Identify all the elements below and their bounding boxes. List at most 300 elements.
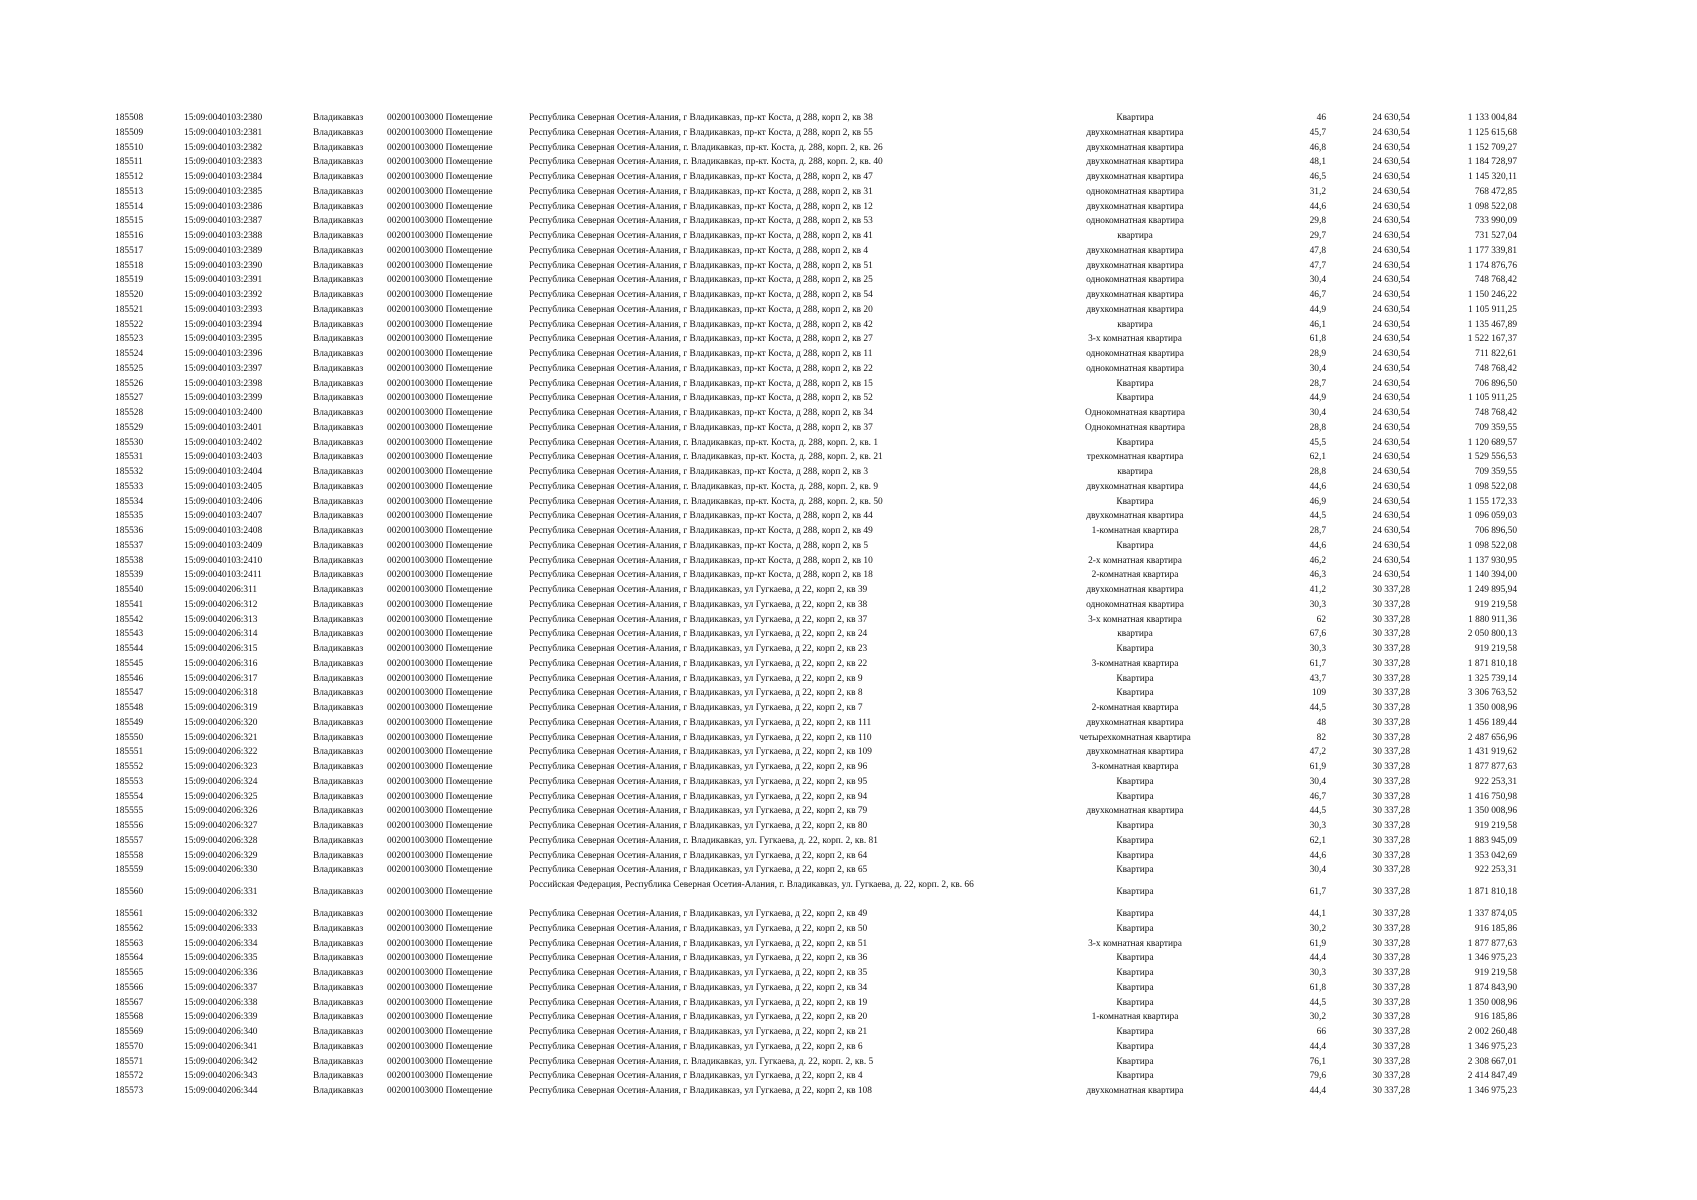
city: Владикавказ — [313, 260, 364, 271]
cadastral-cost: 1 350 008,96 — [1467, 703, 1517, 713]
record-number: 185555 — [115, 806, 144, 817]
specific-cost: 30 337,28 — [1372, 923, 1410, 934]
premises-type: однокомнатная квартира — [1086, 599, 1184, 610]
cadastral-cost: 919 219,58 — [1474, 821, 1517, 831]
cadastral-cost: 1 184 728,97 — [1467, 157, 1517, 168]
object-kind: 002001003000 Помещение — [387, 496, 493, 507]
cadastral-number: 15:09:0040206:337 — [184, 982, 258, 993]
premises-type: однокомнатная квартира — [1086, 186, 1184, 197]
address: Республика Северная Осетия-Алания, г Владикавказ, пр-кт Коста, д 288, корп 2, кв 49 — [529, 526, 873, 536]
cadastral-cost: 733 990,09 — [1474, 216, 1517, 227]
object-kind: 002001003000 Помещение — [387, 290, 493, 300]
cadastral-number: 15:09:0040206:311 — [184, 585, 258, 595]
record-number: 185508 — [115, 113, 144, 123]
cadastral-cost: 711 822,61 — [1475, 349, 1517, 359]
cadastral-cost: 1 456 189,44 — [1467, 717, 1517, 728]
premises-type: Квартира — [1116, 923, 1154, 934]
specific-cost: 24 630,54 — [1372, 334, 1410, 345]
record-number: 185517 — [115, 245, 144, 256]
address: Республика Северная Осетия-Алания, г Владикавказ, пр-кт Коста, д 288, корп 2, кв 52 — [529, 393, 873, 404]
address: Республика Северная Осетия-Алания, г Владикавказ, ул Гугкаева, д 22, корп 2, кв 9 — [529, 673, 863, 684]
premises-type: трехкомнатная квартира — [1086, 452, 1184, 463]
record-number: 185541 — [115, 599, 144, 610]
area: 47,7 — [1309, 260, 1326, 271]
table-row — [0, 362, 1697, 377]
city: Владикавказ — [313, 717, 364, 728]
premises-type: двухкомнатная квартира — [1086, 717, 1184, 728]
cadastral-cost: 748 768,42 — [1474, 363, 1517, 374]
cadastral-cost: 1 350 008,96 — [1467, 806, 1517, 817]
record-number: 185562 — [115, 923, 144, 934]
specific-cost: 30 337,28 — [1372, 850, 1410, 861]
table-row — [0, 539, 1697, 554]
record-number: 185525 — [115, 363, 144, 374]
cadastral-number: 15:09:0040206:339 — [184, 1012, 258, 1023]
object-kind: 002001003000 Помещение — [387, 304, 493, 315]
area: 30,4 — [1309, 865, 1326, 876]
city: Владикавказ — [313, 673, 364, 684]
premises-type: Квартира — [1116, 821, 1154, 831]
cadastral-number: 15:09:0040103:2396 — [184, 349, 263, 359]
cadastral-number: 15:09:0040206:344 — [184, 1086, 258, 1096]
object-kind: 002001003000 Помещение — [387, 526, 493, 536]
address: Республика Северная Осетия-Алания, г Владикавказ, пр-кт Коста, д 288, корп 2, кв 55 — [529, 127, 873, 138]
area: 67,6 — [1309, 629, 1326, 640]
table-row — [0, 495, 1697, 510]
cadastral-number: 15:09:0040103:2382 — [184, 142, 263, 153]
address: Республика Северная Осетия-Алания, г Владикавказ, пр-кт Коста, д 288, корп 2, кв 38 — [529, 113, 873, 123]
object-kind: 002001003000 Помещение — [387, 319, 493, 330]
premises-type: Квартира — [1116, 644, 1154, 654]
record-number: 185557 — [115, 835, 144, 846]
premises-type: двухкомнатная квартира — [1086, 806, 1184, 817]
object-kind: 002001003000 Помещение — [387, 887, 493, 897]
table-row — [0, 981, 1697, 996]
city: Владикавказ — [313, 614, 364, 625]
specific-cost: 24 630,54 — [1372, 260, 1410, 271]
premises-type: Квартира — [1116, 791, 1154, 802]
city: Владикавказ — [313, 245, 364, 256]
cadastral-cost: 1 249 895,94 — [1467, 585, 1517, 595]
record-number: 185567 — [115, 997, 144, 1008]
premises-type: двухкомнатная квартира — [1086, 172, 1184, 182]
address: Республика Северная Осетия-Алания, г. Владикавказ, пр-кт. Коста, д. 288, корп. 2, кв. 21 — [529, 452, 883, 463]
area: 31,2 — [1309, 186, 1326, 197]
table-row — [0, 672, 1697, 687]
table-row — [0, 1040, 1697, 1055]
cadastral-cost: 731 527,04 — [1474, 231, 1517, 241]
address: Республика Северная Осетия-Алания, г Владикавказ, ул Гугкаева, д 22, корп 2, кв 21 — [529, 1027, 868, 1037]
address: Республика Северная Осетия-Алания, г Владикавказ, ул Гугкаева, д 22, корп 2, кв 6 — [529, 1041, 863, 1052]
cadastral-number: 15:09:0040206:329 — [184, 850, 258, 861]
specific-cost: 30 337,28 — [1372, 1086, 1410, 1096]
object-kind: 002001003000 Помещение — [387, 186, 493, 197]
object-kind: 002001003000 Помещение — [387, 938, 493, 949]
specific-cost: 24 630,54 — [1372, 319, 1410, 330]
city: Владикавказ — [313, 172, 364, 182]
record-number: 185543 — [115, 629, 144, 640]
premises-type: двухкомнатная квартира — [1086, 1086, 1184, 1096]
premises-type: двухкомнатная квартира — [1086, 142, 1184, 153]
cadastral-cost: 1 880 911,36 — [1468, 614, 1517, 625]
area: 29,8 — [1309, 216, 1326, 227]
cadastral-number: 15:09:0040206:338 — [184, 997, 258, 1008]
premises-type: Однокомнатная квартира — [1084, 408, 1186, 418]
area: 44,4 — [1309, 1086, 1326, 1096]
premises-type: двухкомнатная квартира — [1086, 245, 1184, 256]
table-row — [0, 421, 1697, 436]
object-kind: 002001003000 Помещение — [387, 393, 493, 404]
specific-cost: 30 337,28 — [1372, 938, 1410, 949]
address: Республика Северная Осетия-Алания, г Владикавказ, пр-кт Коста, д 288, корп 2, кв 18 — [529, 570, 873, 581]
premises-type: 2-комнатная квартира — [1091, 570, 1179, 581]
cadastral-number: 15:09:0040103:2407 — [184, 511, 263, 522]
cadastral-number: 15:09:0040103:2389 — [184, 245, 263, 256]
premises-type: Квартира — [1116, 968, 1154, 978]
area: 46,9 — [1309, 496, 1326, 507]
address: Республика Северная Осетия-Алания, г Владикавказ, пр-кт Коста, д 288, корп 2, кв 11 — [529, 349, 873, 359]
cadastral-number: 15:09:0040103:2387 — [184, 216, 263, 227]
specific-cost: 24 630,54 — [1372, 201, 1410, 212]
area: 61,7 — [1309, 887, 1326, 897]
cadastral-cost: 922 253,31 — [1474, 776, 1517, 787]
cadastral-cost: 1 346 975,23 — [1467, 1041, 1517, 1052]
premises-type: 3-комнатная квартира — [1091, 762, 1179, 772]
object-kind: 002001003000 Помещение — [387, 260, 493, 271]
address: Российская Федерация, Республика Северная Осетия-Алания, г. Владикавказ, ул. Гугкаева, д. 22, корп. 2, кв. 66 — [529, 880, 974, 890]
object-kind: 002001003000 Помещение — [387, 791, 493, 802]
area: 62,1 — [1309, 835, 1326, 846]
address: Республика Северная Осетия-Алания, г Владикавказ, пр-кт Коста, д 288, корп 2, кв 4 — [529, 245, 869, 256]
specific-cost: 24 630,54 — [1372, 452, 1410, 463]
premises-type: Квартира — [1116, 437, 1154, 448]
premises-type: квартира — [1117, 231, 1153, 241]
premises-type: однокомнатная квартира — [1086, 349, 1184, 359]
object-kind: 002001003000 Помещение — [387, 408, 493, 418]
address: Республика Северная Осетия-Алания, г Владикавказ, пр-кт Коста, д 288, корп 2, кв 31 — [529, 186, 873, 197]
premises-type: Квартира — [1116, 909, 1154, 919]
specific-cost: 30 337,28 — [1372, 1027, 1410, 1037]
address: Республика Северная Осетия-Алания, г Владикавказ, пр-кт Коста, д 288, корп 2, кв 12 — [529, 201, 873, 212]
premises-type: двухкомнатная квартира — [1086, 260, 1184, 271]
table-row — [0, 686, 1697, 701]
specific-cost: 24 630,54 — [1372, 304, 1410, 315]
cadastral-cost: 1 174 876,76 — [1467, 260, 1517, 271]
cadastral-number: 15:09:0040103:2391 — [184, 275, 263, 286]
object-kind: 002001003000 Помещение — [387, 511, 493, 522]
address: Республика Северная Осетия-Алания, г Владикавказ, ул Гугкаева, д 22, корп 2, кв 49 — [529, 909, 868, 919]
area: 28,7 — [1309, 526, 1326, 536]
city: Владикавказ — [313, 216, 364, 227]
cadastral-cost: 2 308 667,01 — [1467, 1056, 1517, 1067]
cadastral-cost: 1 346 975,23 — [1467, 953, 1517, 964]
city: Владикавказ — [313, 923, 364, 934]
cadastral-number: 15:09:0040103:2395 — [184, 334, 263, 345]
record-number: 185558 — [115, 850, 144, 861]
premises-type: двухкомнатная квартира — [1086, 747, 1184, 758]
cadastral-cost: 1 140 394,00 — [1467, 570, 1517, 581]
object-kind: 002001003000 Помещение — [387, 1056, 493, 1067]
table-row — [0, 509, 1697, 524]
cadastral-number: 15:09:0040206:314 — [184, 629, 258, 640]
record-number: 185554 — [115, 791, 144, 802]
area: 44,6 — [1309, 481, 1326, 492]
city: Владикавказ — [313, 349, 364, 359]
cadastral-number: 15:09:0040206:323 — [184, 762, 258, 772]
table-row — [0, 126, 1697, 141]
premises-type: 2-х комнатная квартира — [1088, 555, 1182, 566]
cadastral-number: 15:09:0040206:312 — [184, 599, 258, 610]
premises-type: Квартира — [1116, 378, 1154, 389]
city: Владикавказ — [313, 968, 364, 978]
cadastral-number: 15:09:0040206:326 — [184, 806, 258, 817]
premises-type: четырехкомнатная квартира — [1079, 732, 1191, 743]
specific-cost: 24 630,54 — [1372, 245, 1410, 256]
city: Владикавказ — [313, 363, 364, 374]
specific-cost: 24 630,54 — [1372, 231, 1410, 241]
premises-type: Квартира — [1116, 496, 1154, 507]
address: Республика Северная Осетия-Алания, г Владикавказ, ул Гугкаева, д 22, корп 2, кв 111 — [529, 717, 872, 728]
area: 44,6 — [1309, 201, 1326, 212]
premises-type: двухкомнатная квартира — [1086, 304, 1184, 315]
city: Владикавказ — [313, 997, 364, 1008]
table-row — [0, 465, 1697, 480]
area: 61,9 — [1309, 938, 1326, 949]
table-row — [0, 141, 1697, 156]
area: 46,8 — [1309, 142, 1326, 153]
table-row — [0, 701, 1697, 716]
cadastral-cost: 922 253,31 — [1474, 865, 1517, 876]
city: Владикавказ — [313, 850, 364, 861]
table-row — [0, 863, 1697, 878]
cadastral-number: 15:09:0040103:2388 — [184, 231, 263, 241]
cadastral-cost: 1 522 167,37 — [1467, 334, 1517, 345]
table-row — [0, 642, 1697, 657]
cadastral-cost: 1 145 320,11 — [1468, 172, 1517, 182]
city: Владикавказ — [313, 1041, 364, 1052]
table-row — [0, 377, 1697, 392]
specific-cost: 24 630,54 — [1372, 511, 1410, 522]
address: Республика Северная Осетия-Алания, г Владикавказ, ул Гугкаева, д 22, корп 2, кв 110 — [529, 732, 872, 743]
object-kind: 002001003000 Помещение — [387, 1086, 493, 1096]
object-kind: 002001003000 Помещение — [387, 909, 493, 919]
record-number: 185570 — [115, 1041, 144, 1052]
specific-cost: 30 337,28 — [1372, 1041, 1410, 1052]
city: Владикавказ — [313, 511, 364, 522]
address: Республика Северная Осетия-Алания, г Владикавказ, ул Гугкаева, д 22, корп 2, кв 4 — [529, 1071, 863, 1082]
area: 47,2 — [1309, 747, 1326, 758]
cadastral-number: 15:09:0040103:2394 — [184, 319, 263, 330]
record-number: 185531 — [115, 452, 144, 463]
table-row — [0, 200, 1697, 215]
cadastral-cost: 1 125 615,68 — [1467, 127, 1517, 138]
record-number: 185568 — [115, 1012, 144, 1023]
table-row — [0, 111, 1697, 126]
address: Республика Северная Осетия-Алания, г Владикавказ, ул Гугкаева, д 22, корп 2, кв 94 — [529, 791, 868, 802]
area: 44,4 — [1309, 1041, 1326, 1052]
address: Республика Северная Осетия-Алания, г Владикавказ, пр-кт Коста, д 288, корп 2, кв 41 — [529, 231, 873, 241]
record-number: 185569 — [115, 1027, 144, 1037]
address: Республика Северная Осетия-Алания, г Владикавказ, ул Гугкаева, д 22, корп 2, кв 108 — [529, 1086, 872, 1096]
cadastral-cost: 1 177 339,81 — [1467, 245, 1517, 256]
premises-type: однокомнатная квартира — [1086, 216, 1184, 227]
object-kind: 002001003000 Помещение — [387, 157, 493, 168]
address: Республика Северная Осетия-Алания, г Владикавказ, пр-кт Коста, д 288, корп 2, кв 37 — [529, 422, 873, 433]
object-kind: 002001003000 Помещение — [387, 776, 493, 787]
specific-cost: 30 337,28 — [1372, 732, 1410, 743]
address: Республика Северная Осетия-Алания, г Владикавказ, ул Гугкаева, д 22, корп 2, кв 35 — [529, 968, 868, 978]
area: 41,2 — [1309, 585, 1326, 595]
table-row — [0, 878, 1697, 908]
city: Владикавказ — [313, 791, 364, 802]
record-number: 185530 — [115, 437, 144, 448]
specific-cost: 24 630,54 — [1372, 437, 1410, 448]
city: Владикавказ — [313, 408, 364, 418]
city: Владикавказ — [313, 821, 364, 831]
object-kind: 002001003000 Помещение — [387, 363, 493, 374]
cadastral-cost: 1 135 467,89 — [1467, 319, 1517, 330]
address: Республика Северная Осетия-Алания, г Владикавказ, ул Гугкаева, д 22, корп 2, кв 95 — [529, 776, 868, 787]
premises-type: двухкомнатная квартира — [1086, 157, 1184, 168]
city: Владикавказ — [313, 938, 364, 949]
object-kind: 002001003000 Помещение — [387, 216, 493, 227]
table-row — [0, 731, 1697, 746]
table-row — [0, 170, 1697, 185]
table-row — [0, 318, 1697, 333]
cadastral-number: 15:09:0040103:2401 — [184, 422, 263, 433]
cadastral-cost: 2 050 800,13 — [1467, 629, 1517, 640]
area: 44,1 — [1309, 909, 1326, 919]
area: 61,8 — [1309, 982, 1326, 993]
premises-type: двухкомнатная квартира — [1086, 290, 1184, 300]
area: 46,5 — [1309, 172, 1326, 182]
cadastral-cost: 1 874 843,90 — [1467, 982, 1517, 993]
cadastral-number: 15:09:0040103:2385 — [184, 186, 263, 197]
premises-type: однокомнатная квартира — [1086, 363, 1184, 374]
record-number: 185564 — [115, 953, 144, 964]
table-row — [0, 332, 1697, 347]
object-kind: 002001003000 Помещение — [387, 334, 493, 345]
area: 28,8 — [1309, 422, 1326, 433]
address: Республика Северная Осетия-Алания, г Владикавказ, ул Гугкаева, д 22, корп 2, кв 7 — [529, 703, 863, 713]
record-number: 185516 — [115, 231, 144, 241]
record-number: 185510 — [115, 142, 144, 153]
city: Владикавказ — [313, 127, 364, 138]
record-number: 185548 — [115, 703, 144, 713]
premises-type: Квартира — [1116, 1027, 1154, 1037]
record-number: 185519 — [115, 275, 144, 286]
specific-cost: 24 630,54 — [1372, 467, 1410, 477]
table-row — [0, 480, 1697, 495]
area: 30,4 — [1309, 363, 1326, 374]
cadastral-cost: 1 883 945,09 — [1467, 835, 1517, 846]
cadastral-cost: 2 414 847,49 — [1467, 1071, 1517, 1082]
specific-cost: 30 337,28 — [1372, 821, 1410, 831]
specific-cost: 30 337,28 — [1372, 1071, 1410, 1082]
premises-type: двухкомнатная квартира — [1086, 585, 1184, 595]
specific-cost: 24 630,54 — [1372, 570, 1410, 581]
specific-cost: 24 630,54 — [1372, 496, 1410, 507]
city: Владикавказ — [313, 481, 364, 492]
table-row — [0, 907, 1697, 922]
record-number: 185573 — [115, 1086, 144, 1096]
city: Владикавказ — [313, 526, 364, 536]
area: 30,3 — [1309, 968, 1326, 978]
object-kind: 002001003000 Помещение — [387, 1071, 493, 1082]
address: Республика Северная Осетия-Алания, г. Владикавказ, пр-кт. Коста, д. 288, корп. 2, кв. 1 — [529, 437, 879, 448]
object-kind: 002001003000 Помещение — [387, 644, 493, 654]
record-number: 185540 — [115, 585, 144, 595]
cadastral-cost: 1 105 911,25 — [1468, 304, 1517, 315]
area: 62 — [1316, 614, 1326, 625]
premises-type: Квартира — [1116, 887, 1154, 897]
area: 109 — [1311, 688, 1326, 699]
specific-cost: 30 337,28 — [1372, 644, 1410, 654]
city: Владикавказ — [313, 201, 364, 212]
table-row — [0, 273, 1697, 288]
table-row — [0, 996, 1697, 1011]
address: Республика Северная Осетия-Алания, г Владикавказ, пр-кт Коста, д 288, корп 2, кв 3 — [529, 467, 869, 477]
address: Республика Северная Осетия-Алания, г. Владикавказ, пр-кт. Коста, д. 288, корп. 2, кв. 40 — [529, 157, 883, 168]
address: Республика Северная Осетия-Алания, г Владикавказ, ул Гугкаева, д 22, корп 2, кв 20 — [529, 1012, 868, 1023]
city: Владикавказ — [313, 1086, 364, 1096]
premises-type: Квартира — [1116, 982, 1154, 993]
cadastral-cost: 916 185,86 — [1474, 1012, 1517, 1023]
address: Республика Северная Осетия-Алания, г Владикавказ, ул Гугкаева, д 22, корп 2, кв 64 — [529, 850, 868, 861]
address: Республика Северная Осетия-Алания, г Владикавказ, ул Гугкаева, д 22, корп 2, кв 34 — [529, 982, 868, 993]
area: 43,7 — [1309, 673, 1326, 684]
premises-type: Однокомнатная квартира — [1084, 422, 1186, 433]
object-kind: 002001003000 Помещение — [387, 953, 493, 964]
premises-type: квартира — [1117, 319, 1153, 330]
specific-cost: 24 630,54 — [1372, 363, 1410, 374]
cadastral-number: 15:09:0040103:2411 — [184, 570, 262, 581]
premises-type: Квартира — [1116, 865, 1154, 876]
cadastral-number: 15:09:0040103:2384 — [184, 172, 263, 182]
cadastral-number: 15:09:0040103:2393 — [184, 304, 263, 315]
area: 30,2 — [1309, 1012, 1326, 1023]
specific-cost: 30 337,28 — [1372, 688, 1410, 699]
area: 30,4 — [1309, 408, 1326, 418]
cadastral-number: 15:09:0040103:2390 — [184, 260, 263, 271]
cadastral-cost: 1 155 172,33 — [1467, 496, 1517, 507]
record-number: 185566 — [115, 982, 144, 993]
table-row — [0, 391, 1697, 406]
cadastral-cost: 1 350 008,96 — [1467, 997, 1517, 1008]
table-row — [0, 347, 1697, 362]
area: 30,4 — [1309, 275, 1326, 286]
cadastral-number: 15:09:0040206:327 — [184, 821, 258, 831]
specific-cost: 24 630,54 — [1372, 172, 1410, 182]
object-kind: 002001003000 Помещение — [387, 821, 493, 831]
object-kind: 002001003000 Помещение — [387, 688, 493, 699]
address: Республика Северная Осетия-Алания, г Владикавказ, пр-кт Коста, д 288, корп 2, кв 44 — [529, 511, 873, 522]
premises-type: Квартира — [1116, 1056, 1154, 1067]
record-number: 185511 — [115, 157, 143, 168]
city: Владикавказ — [313, 319, 364, 330]
city: Владикавказ — [313, 467, 364, 477]
city: Владикавказ — [313, 452, 364, 463]
record-number: 185533 — [115, 481, 144, 492]
record-number: 185553 — [115, 776, 144, 787]
cadastral-cost: 1 098 522,08 — [1467, 481, 1517, 492]
specific-cost: 30 337,28 — [1372, 909, 1410, 919]
cadastral-number: 15:09:0040206:343 — [184, 1071, 258, 1082]
specific-cost: 30 337,28 — [1372, 717, 1410, 728]
specific-cost: 24 630,54 — [1372, 216, 1410, 227]
premises-type: 1-комнатная квартира — [1091, 526, 1179, 536]
table-row — [0, 214, 1697, 229]
